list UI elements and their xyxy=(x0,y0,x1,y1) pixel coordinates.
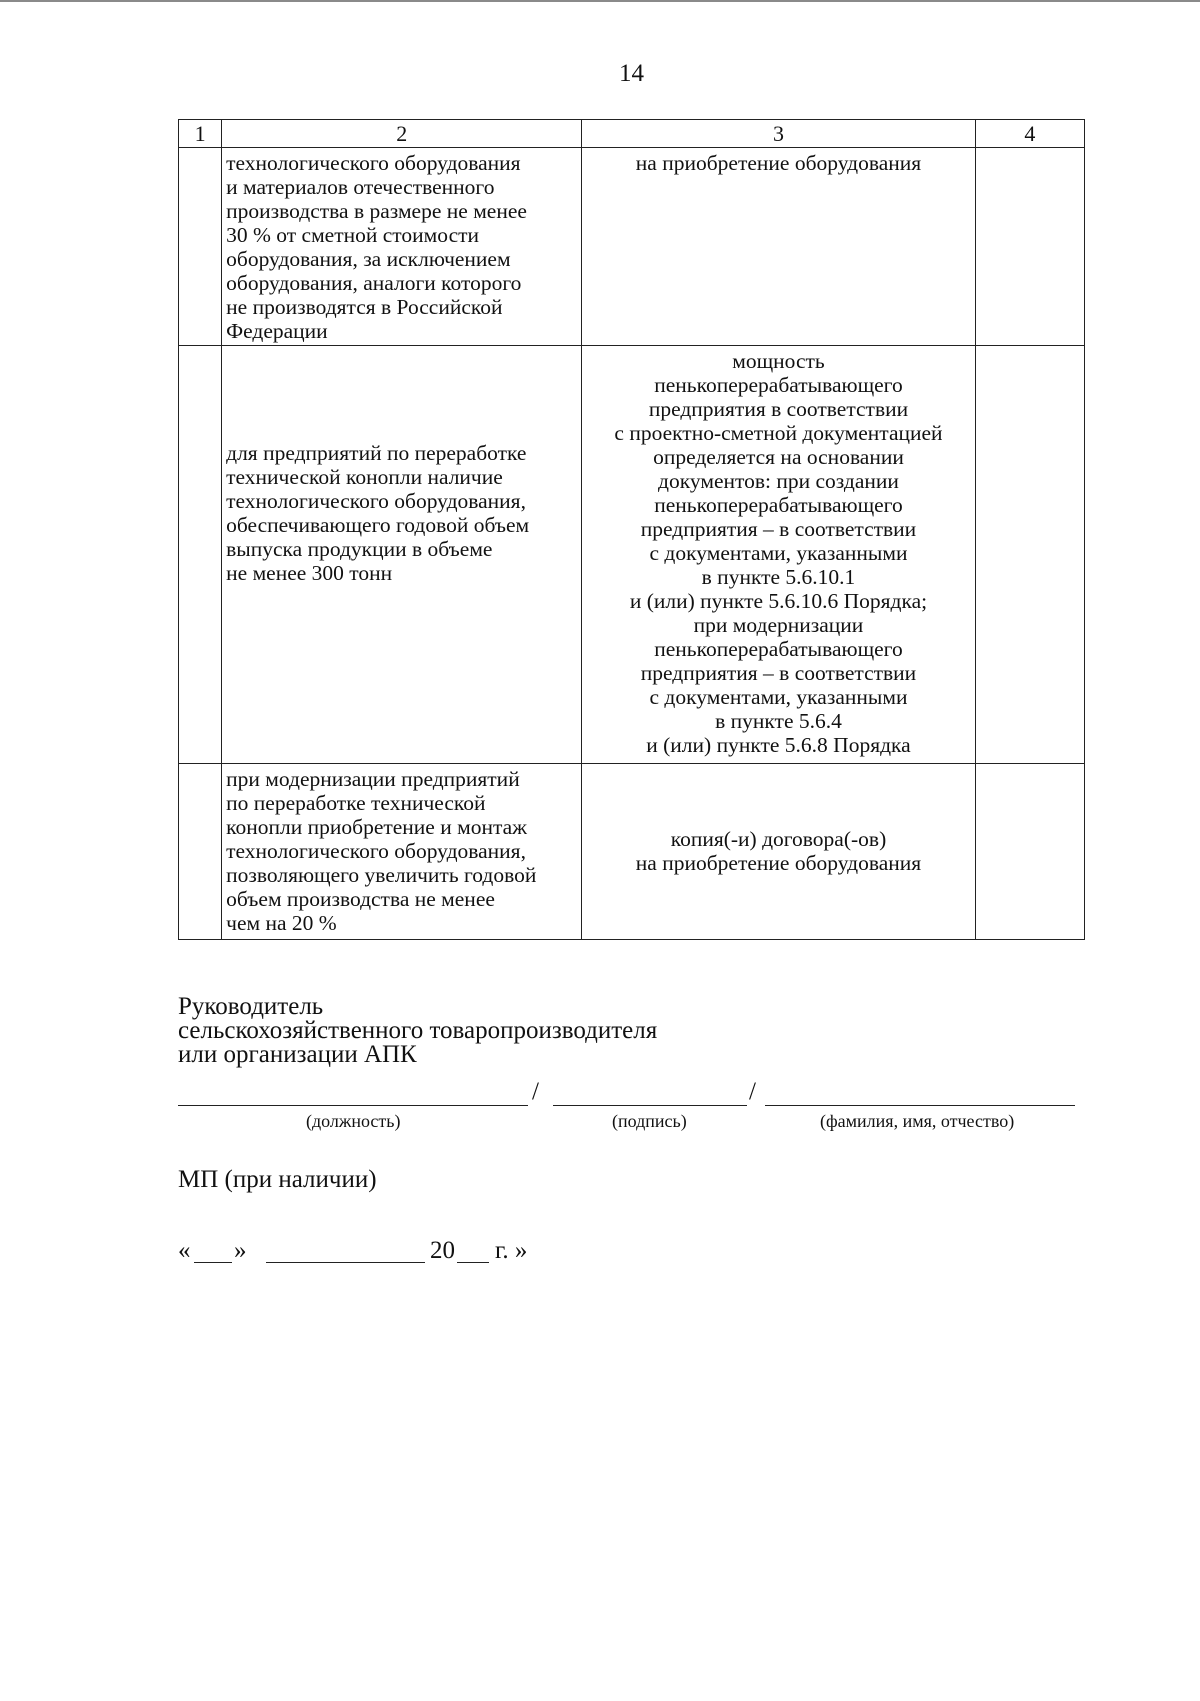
year-prefix: 20 xyxy=(430,1237,455,1264)
header-cell-1: 1 xyxy=(179,120,222,148)
row1-requirement-text: технологического оборудования и материалов отечественного производства в размере не менее 30 % от сметной стоимости оборудования, за исключением оборудования, аналоги которого не производятся в Российской Федерации xyxy=(226,151,527,343)
row1-col3 xyxy=(582,148,975,346)
table-row xyxy=(179,148,1085,346)
date-open-quote: « xyxy=(178,1237,191,1264)
signature-field[interactable] xyxy=(553,1105,747,1106)
year-suffix-label: г. » xyxy=(495,1237,528,1264)
row3-col3 xyxy=(582,764,975,940)
row1-col4 xyxy=(975,148,1084,346)
row1-document-text: на приобретение оборудования xyxy=(635,151,922,175)
position-caption: (должность) xyxy=(306,1111,401,1131)
table-row xyxy=(179,346,1085,764)
separator-slash-2: / xyxy=(749,1078,756,1105)
row3-document-text: копия(-и) договора(-ов) на приобретение оборудования xyxy=(635,827,922,875)
date-close-quote: » xyxy=(234,1237,247,1264)
signature-caption: (подпись) xyxy=(612,1111,687,1131)
day-field[interactable] xyxy=(194,1262,232,1263)
header-cell-3: 3 xyxy=(582,120,975,148)
full-name-field[interactable] xyxy=(765,1105,1075,1106)
row2-col4 xyxy=(975,346,1084,764)
signatory-title: Руководитель сельскохозяйственного товаропроизводителя или организации АПК xyxy=(178,993,658,1068)
page-number: 14 xyxy=(619,60,644,87)
separator-slash-1: / xyxy=(532,1078,539,1105)
position-field[interactable] xyxy=(178,1105,528,1106)
year-suffix-field[interactable] xyxy=(457,1262,489,1263)
full-name-caption: (фамилия, имя, отчество) xyxy=(820,1111,1015,1131)
requirements-table xyxy=(178,119,1085,940)
stamp-label: МП (при наличии) xyxy=(178,1166,377,1193)
row3-col1 xyxy=(179,764,222,940)
scan-edge xyxy=(0,0,1200,2)
header-cell-4: 4 xyxy=(975,120,1084,148)
row1-col1 xyxy=(179,148,222,346)
table-row xyxy=(179,764,1085,940)
month-field[interactable] xyxy=(266,1262,425,1263)
row2-document-text: мощность пенькоперерабатывающего предприятия в соответствии с проектно-сметной документацией определяется на основании документов: при создании пенькоперерабатывающего предприятия – в соответствии с документами, указанными в пункте 5.6.10.1 и (или) пункте 5.6.10.6 Порядка; при модернизации пенькоперерабатывающего предприятия – в соответствии с документами, указанными в пункте 5.6.4 и (или) пункте 5.6.8 Порядка xyxy=(614,349,943,757)
row3-requirement-text: при модернизации предприятий по переработке технической конопли приобретение и монтаж технологического оборудования, позволяющего увеличить годовой объем производства не менее чем на 20 % xyxy=(226,767,537,935)
row3-col2 xyxy=(222,764,582,940)
row2-col3 xyxy=(582,346,975,764)
row2-col1 xyxy=(179,346,222,764)
row1-col2 xyxy=(222,148,582,346)
row2-requirement-text: для предприятий по переработке технической конопли наличие технологического оборудования, обеспечивающего годовой объем выпуска продукции в объеме не менее 300 тонн xyxy=(226,441,530,585)
table-header-row xyxy=(179,120,1085,148)
header-cell-2: 2 xyxy=(222,120,582,148)
row3-col4 xyxy=(975,764,1084,940)
row2-col2 xyxy=(222,346,582,764)
